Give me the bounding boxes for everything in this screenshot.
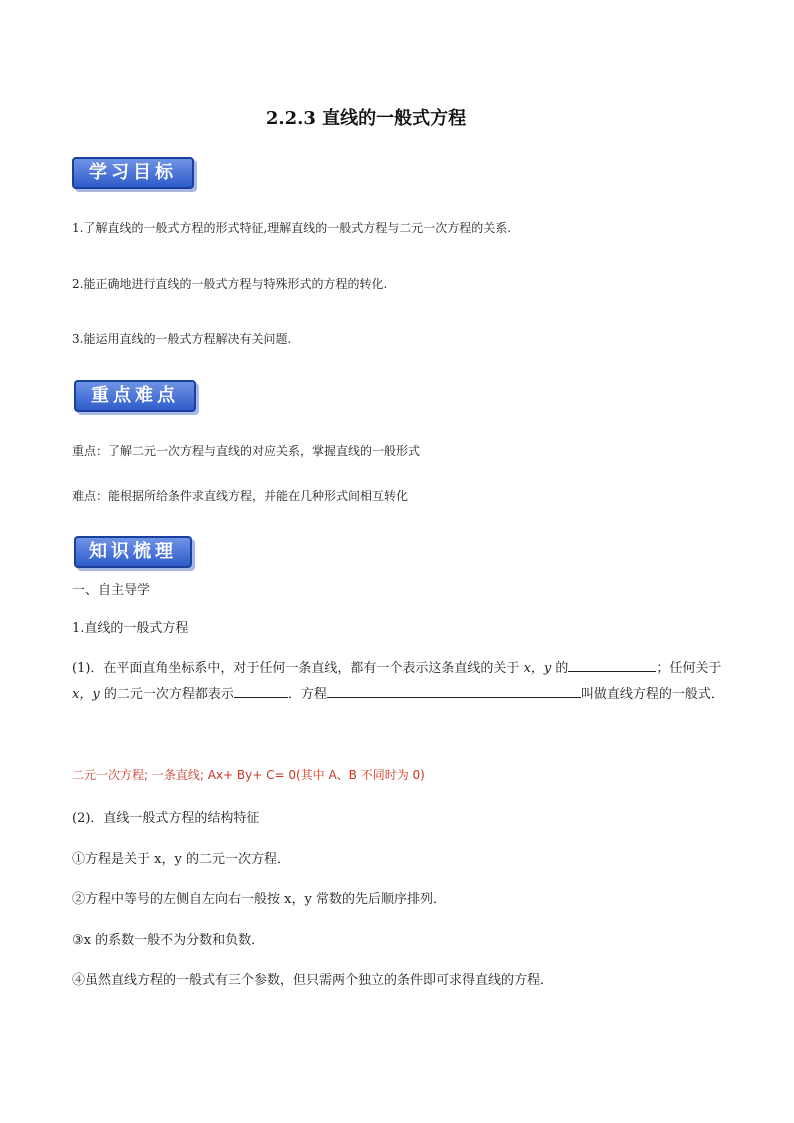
structure-item-1: ①方程是关于 x，y 的二元一次方程．: [72, 852, 290, 867]
structure-heading: (2)．直线一般式方程的结构特征: [72, 811, 260, 826]
p1-vars-2: x，y: [72, 687, 100, 702]
answer-text: 二元一次方程; 一条直线; Ax+ By+ C= 0(其中 A、B 不同时为 0): [72, 768, 425, 782]
p1-vars-1: x，y: [523, 661, 552, 676]
objective-1: 1.了解直线的一般式方程的形式特征,理解直线的一般式方程与二元一次方程的关系.: [72, 221, 512, 235]
p1-text-a: (1)．在平面直角坐标系中，对于任何一条直线，都有一个表示这条直线的关于: [72, 661, 524, 676]
structure-item-2: ②方程中等号的左侧自左向右一般按 x，y 常数的先后顺序排列．: [72, 892, 446, 907]
p1-text-f: 的二元一次方程都表示: [99, 687, 234, 702]
structure-item-3: ③x 的系数一般不为分数和负数．: [72, 933, 265, 948]
objective-3: 3.能运用直线的一般式方程解决有关问题.: [72, 332, 292, 346]
badge-key-difficult-points: 重点难点: [74, 380, 196, 412]
p1-text-g: ．方程: [287, 687, 327, 702]
section-heading: 一、自主导学: [72, 583, 151, 598]
badge-knowledge-review: 知识梳理: [74, 536, 192, 568]
key-point-focus: 重点：了解二元一次方程与直线的对应关系，掌握直线的一般形式: [72, 444, 421, 458]
objective-2: 2.能正确地进行直线的一般式方程与特殊形式的方程的转化.: [72, 277, 388, 291]
fill-blank-1[interactable]: [568, 657, 656, 672]
p1-text-c: 的: [551, 661, 569, 676]
badge-learning-objectives: 学习目标: [72, 157, 194, 189]
key-point-difficulty: 难点：能根据所给条件求直线方程，并能在几种形式间相互转化: [72, 489, 409, 503]
page-title: 2.2.3 直线的一般式方程: [265, 108, 467, 129]
fill-blank-3[interactable]: [327, 683, 581, 698]
paragraph-general-form: [72, 656, 724, 708]
p1-text-h: 叫做直线方程的一般式．: [580, 687, 724, 702]
subsection-heading: 1.直线的一般式方程: [72, 621, 189, 636]
p1-text-d: ；任何关于: [656, 661, 722, 676]
structure-item-4: ④虽然直线方程的一般式有三个参数，但只需两个独立的条件即可求得直线的方程．: [72, 973, 554, 988]
fill-blank-2[interactable]: [234, 683, 288, 698]
